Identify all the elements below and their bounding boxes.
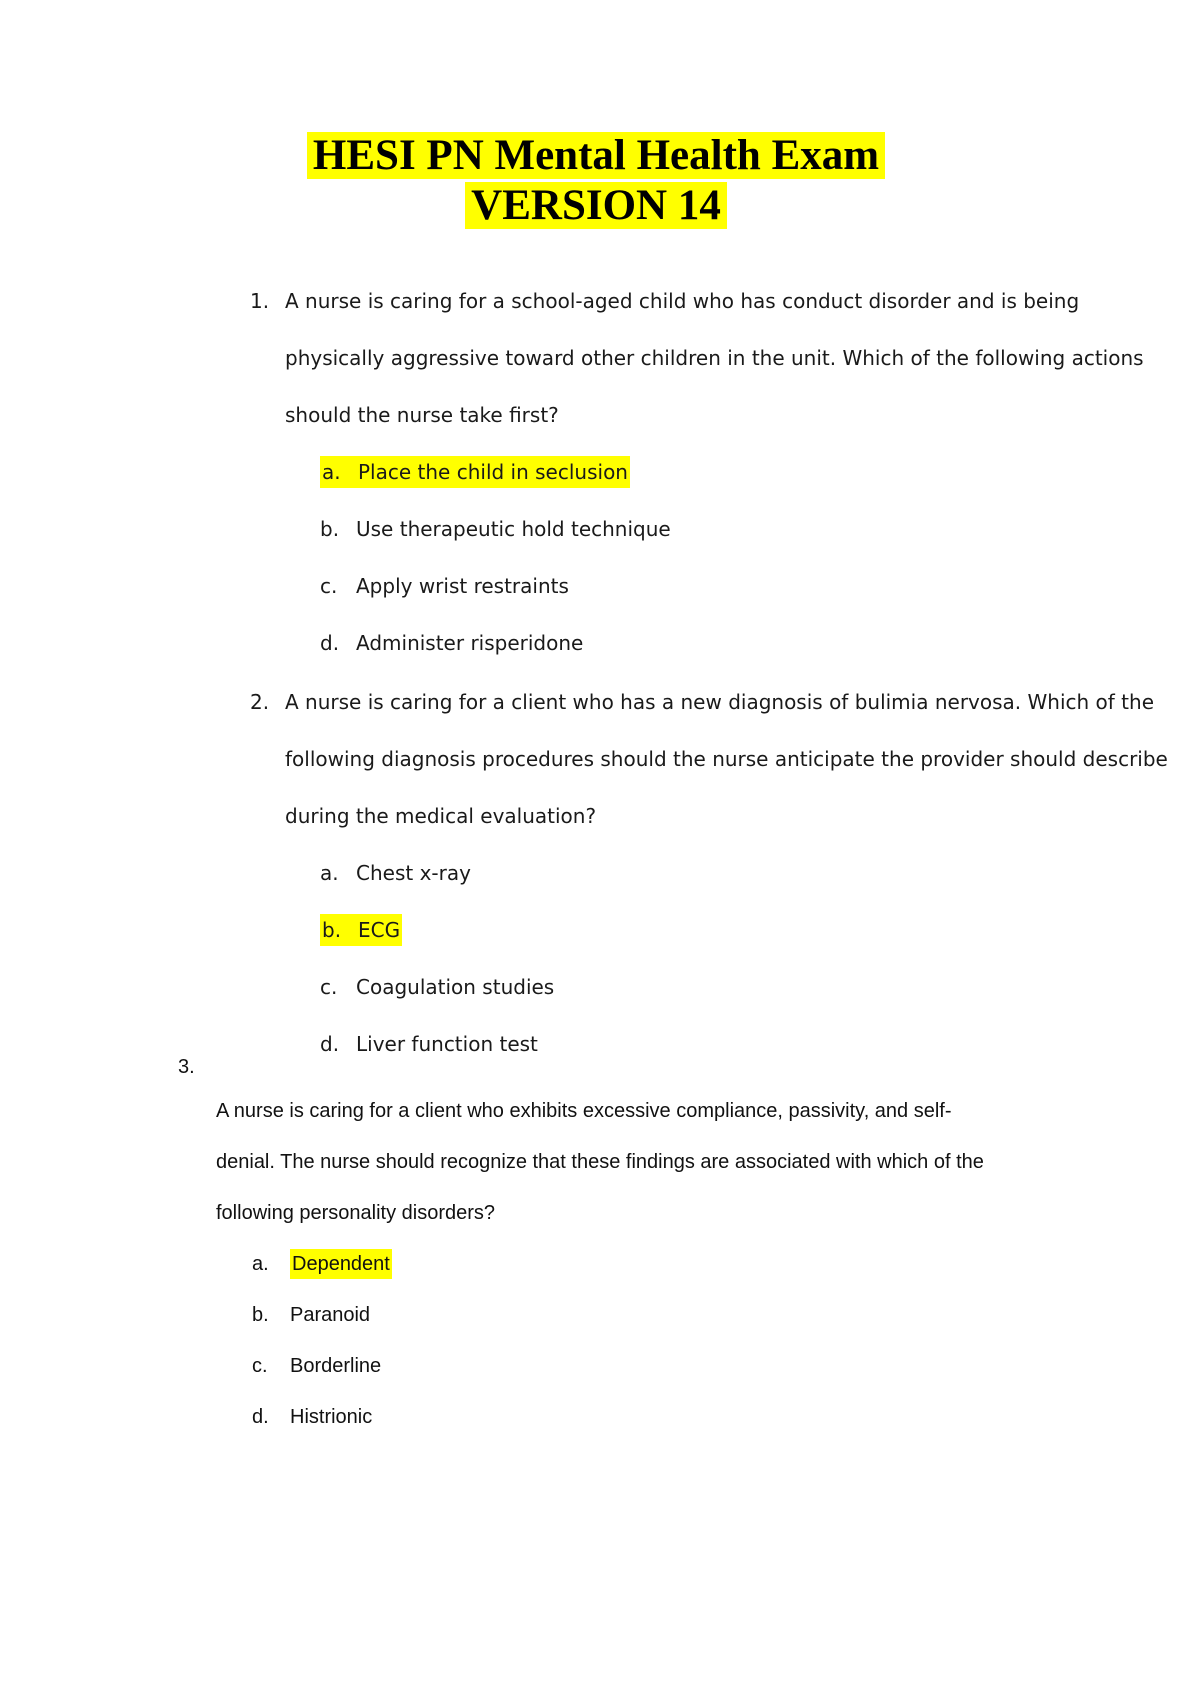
question-number: 2. xyxy=(250,690,270,714)
option-text: Paranoid xyxy=(290,1304,371,1326)
option-text: Borderline xyxy=(290,1355,382,1377)
option-text: Dependent xyxy=(290,1249,392,1279)
option-letter: d. xyxy=(320,1032,340,1056)
option-text: Liver function test xyxy=(356,1032,538,1056)
answer-option xyxy=(320,574,569,598)
option-text: Place the child in seclusion xyxy=(358,460,628,484)
question-number: 3. xyxy=(178,1056,195,1078)
option-letter: a. xyxy=(320,861,339,885)
question-text-line: physically aggressive toward other children in the unit. Which of the following actions xyxy=(285,346,1144,370)
answer-option xyxy=(252,1406,372,1429)
answer-option xyxy=(320,975,554,999)
option-text: Histrionic xyxy=(290,1406,373,1428)
question-text-line: following diagnosis procedures should the nurse anticipate the provider should describe xyxy=(285,747,1168,771)
option-text: ECG xyxy=(358,918,401,942)
option-letter: b. xyxy=(320,517,340,541)
option-letter: c. xyxy=(252,1355,268,1377)
option-letter: a. xyxy=(322,460,341,484)
answer-option xyxy=(320,1032,538,1056)
answer-option xyxy=(320,631,583,655)
question-text-line: A nurse is caring for a school-aged child who has conduct disorder and is being xyxy=(285,289,1080,313)
answer-option xyxy=(320,517,671,541)
answer-option-highlighted xyxy=(320,460,630,484)
title-line-1: HESI PN Mental Health Exam xyxy=(307,132,885,179)
question-text-line: following personality disorders? xyxy=(216,1202,496,1224)
option-letter: c. xyxy=(320,975,338,999)
document-title xyxy=(0,131,1192,231)
answer-option-highlighted xyxy=(320,918,402,942)
option-text: Use therapeutic hold technique xyxy=(356,517,671,541)
title-line-2: VERSION 14 xyxy=(465,182,727,229)
question-text-line: during the medical evaluation? xyxy=(285,804,597,828)
option-letter: d. xyxy=(320,631,340,655)
option-letter: b. xyxy=(322,918,342,942)
option-letter: d. xyxy=(252,1406,269,1428)
option-text: Coagulation studies xyxy=(356,975,555,999)
option-text: Chest x-ray xyxy=(356,861,471,885)
option-letter: a. xyxy=(252,1253,269,1275)
answer-option xyxy=(252,1304,370,1327)
option-letter: c. xyxy=(320,574,338,598)
question-text-line: denial. The nurse should recognize that these findings are associated with which of the xyxy=(216,1151,984,1173)
answer-option-highlighted xyxy=(252,1253,392,1276)
question-number: 1. xyxy=(250,289,270,313)
option-text: Administer risperidone xyxy=(356,631,584,655)
option-text: Apply wrist restraints xyxy=(356,574,569,598)
question-text-line: A nurse is caring for a client who has a new diagnosis of bulimia nervosa. Which of the xyxy=(285,690,1154,714)
answer-option xyxy=(252,1355,381,1378)
answer-option xyxy=(320,861,471,885)
option-letter: b. xyxy=(252,1304,269,1326)
question-text-line: should the nurse take first? xyxy=(285,403,559,427)
question-text-line: A nurse is caring for a client who exhibits excessive compliance, passivity, and self- xyxy=(216,1100,952,1122)
